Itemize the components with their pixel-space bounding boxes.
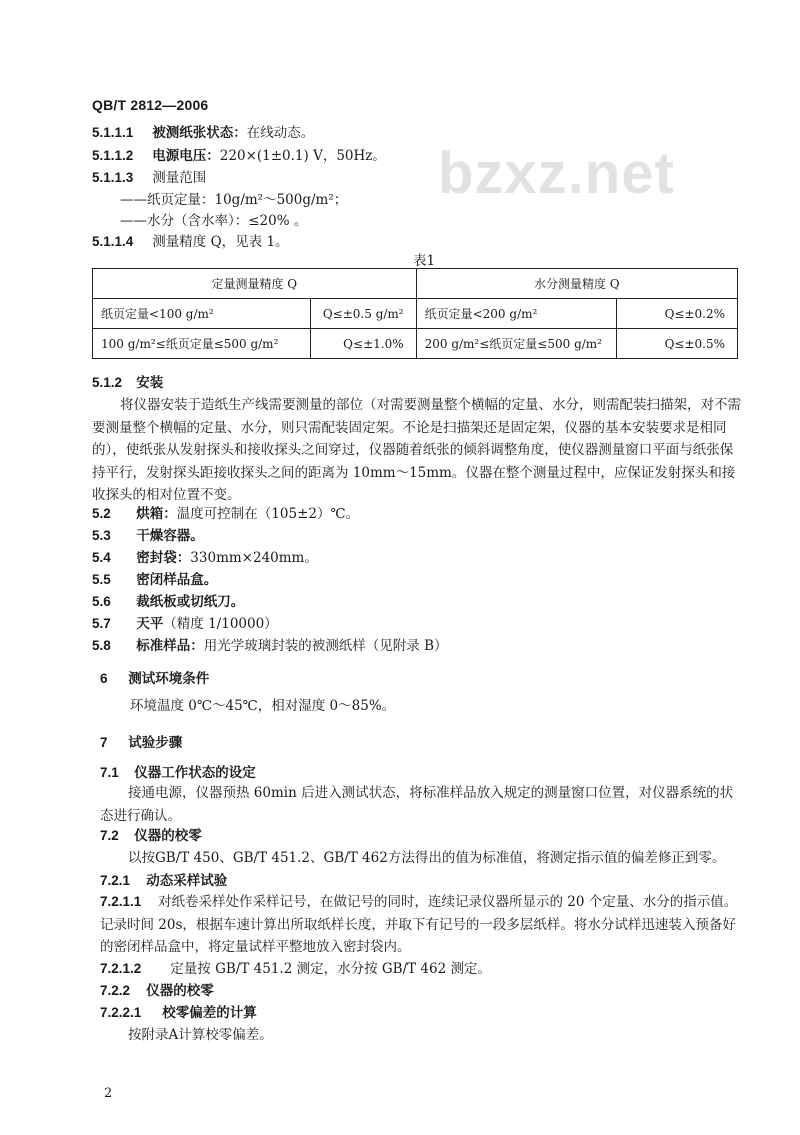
table-cell: Q≤±0.2% — [616, 299, 737, 329]
table-caption: 表1 — [413, 253, 436, 269]
clause-label: 测量范围 — [152, 170, 207, 186]
clause-5-1-1-2 — [92, 147, 386, 165]
table-cell: Q≤±0.5% — [616, 329, 737, 359]
clause-7-2-1-2 — [100, 960, 491, 978]
clause-number: 7.2 — [100, 828, 119, 843]
clause-number: 5.1.1.3 — [92, 170, 134, 185]
table-row — [93, 299, 738, 329]
clause-title: 仪器的校零 — [146, 983, 214, 999]
table-cell: Q≤±1.0% — [310, 329, 416, 359]
clause-number: 7.2.2.1 — [100, 1005, 142, 1020]
clause-label: 天平 — [136, 616, 164, 632]
clause-5-1-1-1 — [92, 124, 314, 142]
range-item: ——水分（含水率）：≤20% 。 — [120, 213, 308, 229]
table-cell: 200 g/m²≤纸页定量≤500 g/m² — [416, 329, 616, 359]
clause-7-2 — [100, 827, 202, 845]
install-paragraph: 将仪器安装于造纸生产线需要测量的部位（对需要测量整个横幅的定量、水分，则需配装扫描架，对不需要测量整个横幅的定量、水分，则只需配装固定架。不论是扫描架还是固定架，仪器的基本安装要求是相同的），使纸张从发射探头和接收探头之间穿过，仪器随着纸张的倾斜调整角度，使仪器测量窗口平面与纸张保持平行，发射探头距接收探头之间的距离为 10mm～15mm。仪器在整个测量过程中，应保证发射探头和接收探头的相对位置不变。 — [92, 397, 741, 503]
clause-number: 7.2.1.1 — [100, 894, 142, 909]
clause-text: （精度 1/10000） — [163, 616, 278, 632]
section-title: 测试环境条件 — [128, 671, 210, 687]
watermark: bzxz.net — [438, 141, 675, 206]
clause-number: 5.2 — [92, 506, 111, 521]
clause-text: 330mm×240mm。 — [190, 550, 318, 566]
clause-text: 在线动态。 — [246, 125, 315, 141]
clause-5-8 — [92, 637, 448, 655]
clause-7-2-1-1 — [100, 891, 744, 959]
clause-number: 5.1.1.1 — [92, 125, 134, 140]
clause-title: 仪器的校零 — [134, 828, 202, 844]
clause-5-7 — [92, 615, 278, 633]
table-header: 水分测量精度 Q — [416, 269, 737, 299]
clause-5-1-1-4 — [92, 233, 289, 251]
zeroing-text: 以按GB/T 450、GB/T 451.2、GB/T 462方法得出的值为标准值，将测定指示值的偏差修正到零。 — [128, 850, 726, 866]
section-6-heading — [100, 670, 209, 688]
clause-text: 220×(1±0.1) V，50Hz。 — [219, 148, 386, 164]
clause-label: 被测纸张状态： — [152, 125, 247, 141]
section-title: 试验步骤 — [128, 735, 183, 751]
table-cell: 100 g/m²≤纸页定量≤500 g/m² — [93, 329, 311, 359]
clause-label: 烘箱： — [136, 506, 177, 522]
clause-title: 仪器工作状态的设定 — [134, 765, 256, 781]
clause-label: 密闭样品盒。 — [136, 572, 218, 588]
clause-label: 裁纸板或切纸刀。 — [136, 594, 245, 610]
section-number: 7 — [100, 735, 108, 750]
zero-deviation-text: 按附录A计算校零偏差。 — [128, 1027, 273, 1043]
clause-label: 测量精度 Q，见表 1。 — [152, 234, 289, 250]
clause-text: 定量按 GB/T 451.2 测定，水分按 GB/T 462 测定。 — [170, 961, 491, 977]
clause-7-2-2-1 — [100, 1004, 257, 1022]
clause-number: 5.8 — [92, 638, 111, 653]
clause-number: 5.5 — [92, 572, 111, 587]
sampling-paragraph: 对纸卷采样处作采样记号，在做记号的同时，连续记录仪器所显示的 20 个定量、水分的指示值。记录时间 20s，根据车速计算出所取纸样长度，并取下有记号的一段多层纸样。将水分试样迅速装入预备好的密闭样品盒中，将定量试样平整地放入密封袋内。 — [100, 894, 738, 955]
clause-5-1-1-3 — [92, 169, 206, 187]
table-cell: 纸页定量<100 g/m² — [93, 299, 311, 329]
clause-number: 7.2.2 — [100, 983, 131, 998]
range-item: ——纸页定量：10g/m²～500g/m²； — [120, 192, 348, 208]
clause-title: 动态采样试验 — [146, 873, 228, 889]
clause-5-1-2 — [92, 374, 163, 392]
clause-5-2 — [92, 505, 359, 523]
clause-number: 5.1.1.4 — [92, 234, 134, 249]
clause-label: 标准样品： — [136, 638, 204, 654]
environment-text: 环境温度 0℃～45℃，相对湿度 0～85%。 — [130, 698, 396, 714]
clause-number: 5.1.2 — [92, 375, 123, 390]
clause-text: 温度可控制在（105±2）℃。 — [176, 506, 360, 522]
table-cell: 纸页定量<200 g/m² — [416, 299, 616, 329]
clause-number: 5.3 — [92, 528, 111, 543]
clause-number: 5.7 — [92, 616, 111, 631]
clause-7-2-1 — [100, 872, 227, 890]
table-header: 定量测量精度 Q — [93, 269, 417, 299]
clause-7-2-2 — [100, 982, 214, 1000]
section-number: 6 — [100, 671, 108, 686]
table-cell: Q≤±0.5 g/m² — [310, 299, 416, 329]
clause-5-5 — [92, 571, 217, 589]
accuracy-table — [92, 268, 738, 359]
state-setting-paragraph: 接通电源，仪器预热 60min 后进入测试状态，将标准样品放入规定的测量窗口位置，对仪器系统的状态进行确认。 — [100, 785, 734, 824]
clause-5-6 — [92, 593, 244, 611]
clause-label: 密封袋： — [136, 550, 191, 566]
clause-number: 7.2.1.2 — [100, 961, 142, 976]
clause-label: 电源电压： — [152, 148, 220, 164]
clause-title: 校零偏差的计算 — [162, 1005, 257, 1021]
clause-number: 7.1 — [100, 765, 119, 780]
table-header-row — [93, 269, 738, 299]
clause-number: 5.4 — [92, 550, 111, 565]
clause-7-1 — [100, 764, 256, 782]
clause-number: 5.6 — [92, 594, 111, 609]
clause-text: 用光学玻璃封装的被测纸样（见附录 B） — [203, 638, 448, 654]
clause-title: 安装 — [136, 375, 164, 391]
clause-label: 干燥容器。 — [136, 528, 204, 544]
section-7-heading — [100, 734, 182, 752]
table-row — [93, 329, 738, 359]
clause-5-3 — [92, 527, 204, 545]
clause-number: 5.1.1.2 — [92, 148, 134, 163]
standard-number: QB/T 2812—2006 — [92, 97, 209, 113]
page-number: 2 — [104, 1086, 113, 1101]
clause-5-4 — [92, 549, 318, 567]
clause-number: 7.2.1 — [100, 873, 131, 888]
